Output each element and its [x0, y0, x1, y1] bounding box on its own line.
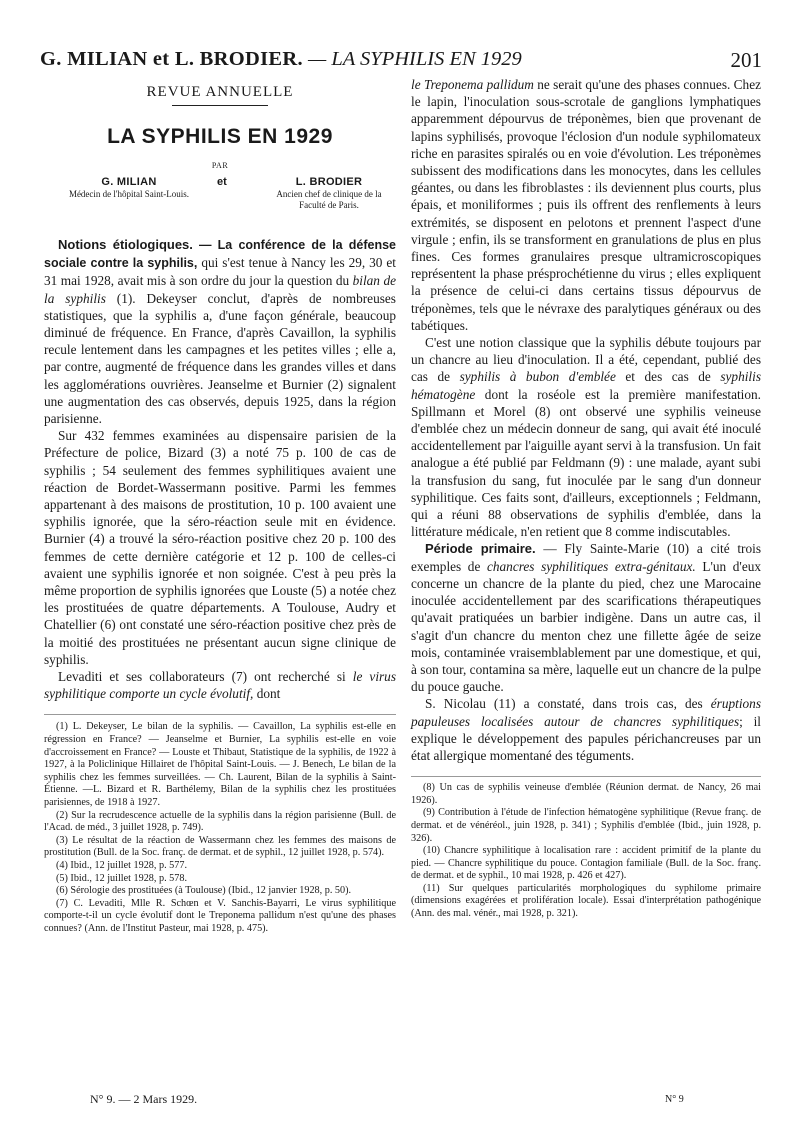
footnote: (6) Sérologie des prostituées (à Toulouse) (Ibid., 12 janvier 1928, p. 50). — [56, 885, 352, 897]
by-word: PAR — [211, 161, 229, 170]
kicker-rule — [172, 105, 268, 106]
author-conjunction: et — [217, 176, 227, 188]
lead-phrase: — La conférence de la défense sociale contre la syphilis, — [44, 238, 397, 271]
footnote: (2) Sur la recrudescence actuelle de la syphilis dans la région parisienne (Bull. de l'Acad. de méd., 3 juillet 1928, p. 749). — [44, 809, 396, 834]
section-kicker: REVUE ANNUELLE — [146, 84, 294, 100]
running-head-title: — LA SYPHILIS EN 1929 — [308, 48, 522, 70]
italic-phrase: chancres syphilitiques extra-génitaux. — [486, 558, 696, 574]
author-block — [44, 176, 396, 218]
paragraph — [411, 540, 761, 695]
italic-phrase: le virus syphilitique comporte un cycle évolutif, — [44, 669, 397, 702]
paragraph — [44, 236, 396, 427]
paragraph: Sur 432 femmes examinées au dispensaire parisien de la Préfecture de police, Bizard (3) a noté 75 p. 100 de cas de syphilis ; 54 seulement des femmes syphilitiques avaient une réaction de Bordet-Wassermann positive. Parmi les femmes appartenant à des maisons de prostitution, 10 p. 100 avaient une syphilis ignorée, que la séro-réaction seule mit en évidence. Burnier (4) a trouvé la séro-réaction positive chez 20 p. 100 des femmes de cette dernière catégorie et 12 p. 100 de celles-ci avaient une syphilis ignorée et non soignée. C'est à peu près la même proportion de syphilis ignorées que Louste (5) a notée chez les prostituées de quatre départements. A Toulouse, Audry et Chatellier (6) ont constaté une séro-réaction positive chez près de la moitié des prostituées ne présentant aucun signe clinique de syphilis. — [44, 428, 396, 667]
author-milian — [54, 176, 204, 200]
paragraph-text: qui s'est tenue à Nancy les 29, 30 et 31 mai 1928, avait mis à son ordre du jour la question du — [44, 255, 397, 289]
author-affiliation: Ancien chef de clinique de la Faculté de Paris. — [276, 189, 382, 210]
paragraph-text: — Fly Sainte-Marie (10) a cité trois exemples de — [411, 541, 762, 574]
article-title: LA SYPHILIS EN 1929 — [107, 125, 333, 148]
paragraph-text: et des cas de — [625, 369, 711, 385]
paragraph-text: L'un d'eux concerne un chancre de la plante du pied, chez une Marocaine inoculée accidentellement par des scarifications thérapeutiques qu'avait pratiquées un barbier indigène. Dans un autre cas, il s'agit d'un chancre du menton chez une fillette âgée de seize mois, contaminée vraisemblablement par une domestique, et qui, à son tour, contamina sa mère, laquelle eut un chancre de la pulpe du pouce gauche. — [411, 558, 762, 695]
left-column — [44, 80, 396, 936]
left-footnotes — [44, 714, 396, 935]
left-body — [44, 236, 396, 702]
author-affiliation: Médecin de l'hôpital Saint-Louis. — [68, 189, 190, 199]
section-heading: Période primaire. — [425, 541, 536, 557]
paragraph-text: dont — [256, 686, 281, 702]
paragraph-text: C'est une notion classique que la syphilis débute toujours par un chancre au lieu d'inoculation. Il a été, cependant, publié des cas de — [411, 335, 761, 385]
italic-phrase: syphilis à bubon d'emblée — [459, 369, 616, 385]
footnote: (8) Un cas de syphilis veineuse d'emblée (Réunion dermat. de Nancy, 26 mai 1926). — [411, 782, 761, 806]
paragraph-text: dont la roséole est la première manifestation. Spillmann et Morel (8) ont observé une syphilis veineuse d'emblée chez un médecin donneur de sang, qui avait été inoculé accidentellement par l'aiguille ayant servi à la transfusion. Un fait analogue a été publié par Feldmann (9) : une malade, ayant subi la transfusion du sang, fut inoculée par le sang d'un donneur syphilitique. Ces faits sont, d'ailleurs, exceptionnels ; Feldmann, qui a réuni 88 observations de syphilis d'emblée, dans la littérature médicale, n'en retient que 8 comme indiscutables. — [411, 386, 761, 540]
section-heading: Notions étiologiques. — [58, 237, 193, 252]
paragraph-text: (1). Dekeyser conclut, d'après de nombreuses statistiques, que la syphilis a, d'une façon générale, beaucoup diminué de fréquence. En France, d'après Cavaillon, la syphilis recule lentement dans les campagnes et les petites villes ; elle a, par contre, augmenté de fréquence dans les grandes villes et dans les agglomérations ouvrières. Jeanselme et Burnier (2) signalent une augmentation des cas observés, depuis 1925, dans la région parisienne. — [44, 290, 396, 427]
italic-phrase: éruptions papuleuses localisées autour de chancres syphilitiques — [411, 696, 761, 729]
paragraph-text: S. Nicolau (11) a constaté, dans trois cas, des — [425, 696, 703, 712]
author-name: G. MILIAN — [101, 176, 157, 188]
footnote: (1) L. Dekeyser, Le bilan de la syphilis. — Cavaillon, La syphilis est-elle en régression en France? — Jeanselme et Burnier, La syphilis est-elle en voie d'accroissement en France? — Louste et Thibaut, Statistique de la syphilis, de 1922 à 1927, à la Policlinique Hillairet de l'hôpital Saint-Louis. — J. Benech, Le bilan de la syphilis chez les femmes surveillées. — Ch. Laurent, Bilan de la syphilis à Saint-Étienne. —L. Bizard et R. Barthélemy, Bilan de la syphilis chez les prostituées parisiennes, de 1918 à 1927. — [44, 721, 396, 809]
issue-line: N° 9. — 2 Mars 1929. — [90, 1092, 198, 1106]
footnote: (11) Sur quelques particularités morphologiques du syphilome primaire (dimensions exagérées et prolifération locale). Essai d'interprétation pathogénique (Ann. des mal. vénér., mai 1928, p. 321). — [411, 882, 761, 920]
running-head — [40, 48, 762, 78]
italic-phrase: le Treponema pallidum — [411, 77, 534, 92]
italic-phrase: bilan de la syphilis — [44, 273, 396, 306]
right-body — [411, 76, 761, 764]
paragraph — [411, 76, 761, 334]
footnote: (4) Ibid., 12 juillet 1928, p. 577. — [56, 860, 188, 872]
paragraph-text: ne serait qu'une des phases connues. Chez le lapin, l'inoculation sous-scrotale de ganglions lymphatiques apparemment dépourvus de tréponèmes, bien que provenant de lapins syphilisés, provoque l'éclosion d'un nodule syphilomateux riche en parasites spiralés ou en voie d'évolution. Les tréponèmes subissent des modifications dans les monocytes, dans les cellules géantes, ou dans les fibroblastes : ils deviennent plus courts, plus épais, et moniliformes ; puis ils offrent des renflements à leurs extrémités, se disposent en pelotons et prennent l'aspect d'une virgule ; enfin, ils se transforment en granulations de plus en plus fines. Ces formes granulaires presque ultramicroscopiques représentent la phase présprochétienne du virus ; elles expliquent la présence de celui-ci dans certains tissus dépourvus de tréponèmes, tels que le névraxe des paralytiques généraux ou des tabétiques. — [411, 77, 762, 333]
footnote: (10) Chancre syphilitique à localisation rare : accident primitif de la plante du pied. — Chancre syphilitique du pouce. Contagion familiale (Bull. de la Soc. franç. de dermat. et de syphil., 10 mai 1928, p. 426 et 427). — [411, 845, 761, 882]
paragraph — [44, 668, 396, 702]
footnote: (5) Ibid., 12 juillet 1928, p. 578. — [56, 872, 188, 884]
paragraph — [411, 334, 761, 540]
paragraph-text: Levaditi et ses collaborateurs (7) ont recherché si — [58, 669, 346, 685]
paragraph — [411, 695, 761, 764]
running-head-authors: G. MILIAN et L. BRODIER. — [40, 48, 303, 70]
page-number: 201 — [730, 48, 762, 72]
author-name: L. BRODIER — [295, 176, 363, 188]
italic-phrase: syphilis hématogène — [411, 369, 761, 402]
signature-mark: N° 9 — [665, 1094, 684, 1105]
right-column — [411, 76, 761, 921]
footnote: (7) C. Levaditi, Mlle R. Schœn et V. Sanchis-Bayarri, Le virus syphilitique comporte-t-il un cycle évolutif dont le Treponema pallidum n'est qu'une des phases connues? (Ann. de l'Institut Pasteur, mai 1928, p. 475). — [44, 897, 396, 934]
footnote: (9) Contribution à l'étude de l'infection hématogène syphilitique (Revue franç. de dermat. et de vénéréol., juin 1928, p. 341) ; Syphilis d'emblée (Ibid., juin 1928, p. 326). — [411, 807, 761, 844]
right-footnotes — [411, 776, 761, 921]
author-brodier — [264, 176, 394, 211]
footnote: (3) Le résultat de la réaction de Wassermann chez les femmes des maisons de prostitution (Bull. de la Soc. franç. de dermat. et de syphil., 12 juillet 1928, p. 574). — [44, 834, 396, 859]
paragraph-text: ; il explique le développement des papules périchancreuses par un état allergique momentané des téguments. — [411, 713, 761, 763]
